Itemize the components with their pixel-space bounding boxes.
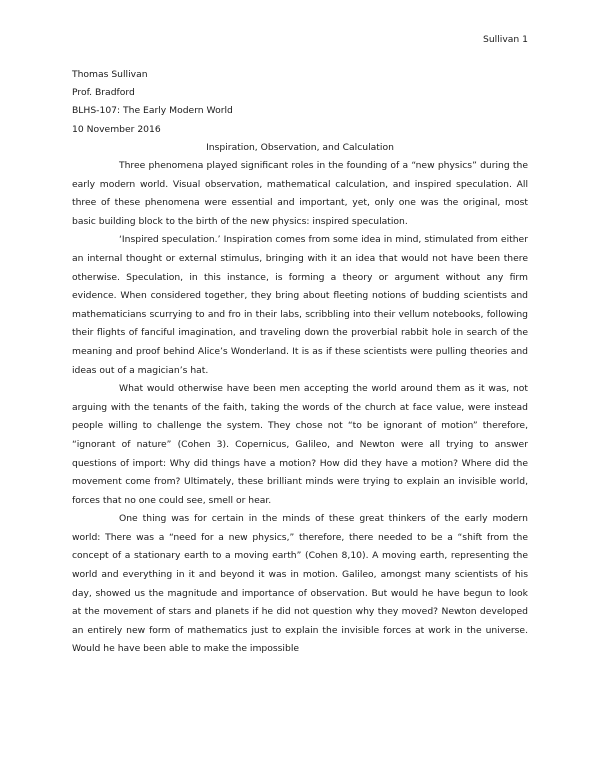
body-paragraph: One thing was for certain in the minds of these great thinkers of the early modern world: There was a “need for a new physics,” therefore, there needed to be a “shift from the concept of a stationary earth to a moving earth” (Cohen 8,10). A moving earth, representing the world and everything in it and beyond it was in motion. Galileo, amongst many scientists of his day, showed us the magnitude and importance of observation. But would he have begun to look at the movement of stars and planets if he did not question why they moved? Newton developed an entirely new form of mathematics just to explain the invisible forces at work in the universe. Would he have been able to make the impossible [72, 513, 528, 655]
paper-title: Inspiration, Observation, and Calculation [206, 141, 394, 153]
instructor-name: Prof. Bradford [72, 87, 135, 99]
paper-body [72, 157, 528, 659]
body-paragraph: Three phenomena played significant roles in the founding of a “new physics” during the early modern world. Visual observation, mathematical calculation, and inspired speculation. All three of these phenomena were essential and important, yet, only one was the original, most basic building block to the birth of the new physics: inspired speculation. [72, 160, 528, 227]
running-head: Sullivan 1 [483, 34, 528, 45]
body-paragraph: ‘Inspired speculation.’ Inspiration comes from some idea in mind, stimulated from either an internal thought or external stimulus, bringing with it an idea that would not have been there otherwise. Speculation, in this instance, is forming a theory or argument without any firm evidence. When considered together, they bring about fleeting notions of budding scientists and mathematicians scurrying to and fro in their labs, scribbling into their vellum notebooks, following their flights of fanciful imagination, and traveling down the proverbial rabbit hole in search of the meaning and proof behind Alice’s Wonderland. It is as if these scientists were pulling theories and ideas out of a magician’s hat. [72, 234, 528, 376]
mla-heading [72, 66, 528, 659]
paper-date: 10 November 2016 [72, 123, 161, 135]
body-paragraph: What would otherwise have been men accepting the world around them as it was, not arguing with the tenants of the faith, taking the words of the church at face value, were instead people willing to challenge the system. They chose not “to be ignorant of motion” therefore, “ignorant of nature” (Cohen 3). Copernicus, Galileo, and Newton were all trying to answer questions of import: Why did things have a motion? How did they have a motion? Where did the movement come from? Ultimately, these brilliant minds were trying to explain an invisible world, forces that no one could see, smell or hear. [72, 383, 528, 506]
course-name: BLHS-107: The Early Modern World [72, 105, 233, 117]
author-name: Thomas Sullivan [72, 69, 148, 80]
